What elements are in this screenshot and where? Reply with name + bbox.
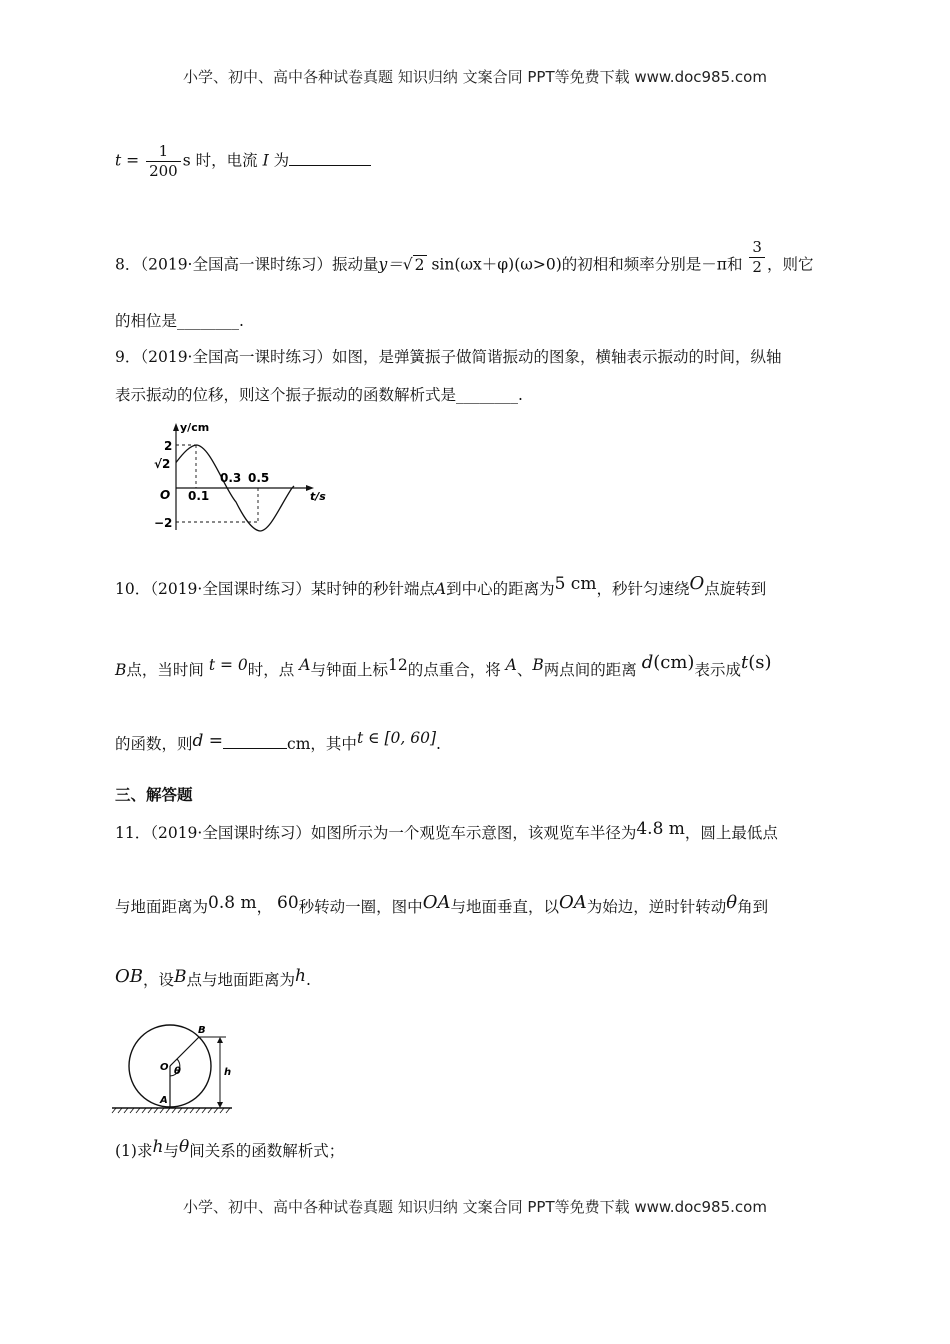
q10-line1	[115, 573, 767, 600]
q11-stem-h: ，设	[142, 971, 174, 989]
wheel-label-theta: θ	[174, 1066, 181, 1077]
q11-stem-g: 角到	[737, 898, 769, 916]
q10-stem-e: 点，当时间	[126, 661, 204, 679]
q11-sixty: 60	[277, 893, 299, 913]
q10-point-A3: A	[505, 656, 517, 674]
q7-tail	[115, 142, 371, 181]
q10-stem-f: 时，点	[247, 661, 295, 679]
q11-stem-e: 与地面垂直，以	[450, 898, 559, 916]
q11-line2	[115, 892, 769, 918]
q8-line1	[115, 238, 814, 285]
q10-d: d	[641, 652, 654, 673]
q10-cm: (cm)	[653, 652, 695, 673]
q10-t-in: t ∈ [0, 60]	[356, 729, 437, 747]
q8-sqrt-arg: 2	[414, 255, 425, 274]
ferris-wheel-figure	[108, 1020, 243, 1115]
q10-t0: t = 0	[208, 656, 248, 674]
wheel-label-h: h	[224, 1067, 232, 1078]
q8-fraction	[749, 238, 765, 277]
wheel-label-O: O	[160, 1062, 169, 1073]
oscillation-graph	[140, 418, 340, 536]
q11-sub1-a: (1)求	[115, 1142, 153, 1160]
q10-sep: 、	[516, 661, 533, 679]
q10-s: (s)	[748, 652, 772, 673]
ground-hatching	[112, 1108, 230, 1113]
q10-stem-k: 的函数，则	[115, 735, 193, 753]
q11-sub1-c: 间关系的函数解析式；	[189, 1142, 345, 1160]
q8-stem-b: 的初相和频率分别是－π和	[561, 255, 743, 274]
q10-twelve: 12	[387, 656, 408, 674]
q10-stem-l: cm，其中	[287, 735, 357, 753]
q11-stem-a: 11．（2019·全国课时练习）如图所示为一个观览车示意图，该观览车半径为	[115, 824, 637, 842]
q10-t-s	[741, 652, 772, 673]
q7-I: I	[262, 151, 269, 170]
q11-radius: 4.8 m	[636, 819, 685, 839]
q11-sub1-b: 与	[163, 1142, 179, 1160]
q11-sub1-h: h	[152, 1137, 164, 1157]
q10-dot: .	[436, 735, 441, 753]
wheel-label-A: A	[160, 1095, 168, 1106]
q11-stem-f: 为始边，逆时针转动	[586, 898, 727, 916]
q10-answer-blank	[223, 733, 287, 749]
q10-stem-i: 两点间的距离	[543, 661, 637, 679]
q11-theta: θ	[726, 892, 738, 913]
page-header: 小学、初中、高中各种试卷真题 知识归纳 文案合同 PPT等免费下载 www.doc985.com	[183, 68, 767, 86]
page-footer: 小学、初中、高中各种试卷真题 知识归纳 文案合同 PPT等免费下载 www.doc985.com	[183, 1198, 767, 1216]
q11-stem-i: 点与地面距离为	[186, 971, 296, 989]
wheel-h-arrow-up	[217, 1037, 223, 1043]
q8-stem: 8．（2019·全国高一课时练习）振动量	[115, 255, 379, 274]
graph-y-arrow	[173, 423, 179, 431]
q11-ground: 0.8 m	[208, 893, 257, 913]
q11-B: B	[174, 967, 187, 987]
graph-tick-0.5: 0.5	[248, 471, 270, 485]
q11-h: h	[295, 966, 306, 986]
q10-stem-g: 与钟面上标	[310, 661, 388, 679]
q11-line3	[115, 966, 311, 991]
q10-stem-b: 到中心的距离为	[446, 580, 555, 598]
wheel-OB	[170, 1037, 199, 1066]
q10-stem-j: 表示成	[694, 661, 741, 679]
q7-text1: 时，电流	[195, 151, 258, 170]
q10-point-O: O	[689, 573, 705, 594]
wheel-h-arrow-down	[217, 1102, 223, 1108]
q9-line2: 表示振动的位移，则这个振子振动的函数解析式是________.	[115, 386, 523, 404]
q11-stem-j: .	[305, 971, 311, 989]
graph-tick-0.3: 0.3	[220, 471, 242, 485]
q10-stem-a: 10．（2019·全国课时练习）某时钟的秒针端点	[115, 580, 435, 598]
q10-point-B2: B	[532, 656, 544, 674]
q8-sqrt: √ 2	[402, 255, 425, 274]
q8-frac-den: 2	[752, 258, 762, 276]
q10-stem-h: 的点重合，将	[407, 661, 501, 679]
q10-dist: 5 cm	[554, 574, 597, 594]
q7-frac-den: 200	[149, 162, 178, 180]
q8-stem-c: ，则它	[766, 255, 814, 274]
graph-y-label: y/cm	[180, 421, 210, 434]
q10-point-A2: A	[299, 656, 311, 674]
wheel-label-B: B	[198, 1025, 206, 1036]
graph-tick-neg2: −2	[154, 516, 173, 530]
q7-text2: 为	[273, 151, 290, 170]
q9-line1: 9．（2019·全国高一课时练习）如图，是弹簧振子做简谐振动的图象，横轴表示振动的时间，纵轴	[115, 348, 782, 366]
q10-line2	[115, 652, 772, 681]
q10-d-eq: d =	[192, 731, 224, 751]
graph-tick-0.1: 0.1	[188, 489, 210, 503]
section-heading: 三、解答题	[115, 786, 193, 804]
graph-origin: O	[160, 488, 171, 502]
q11-OA2: OA	[558, 892, 587, 913]
graph-tick-sqrt2: √2	[154, 457, 171, 471]
q11-stem-b: ，圆上最低点	[684, 824, 778, 842]
q10-line3	[115, 729, 441, 755]
q7-t: t =	[115, 151, 140, 170]
q11-OA: OA	[422, 892, 451, 913]
q10-stem-d: 点旋转到	[704, 580, 767, 598]
graph-tick-2: 2	[164, 439, 173, 453]
q10-t: t	[740, 652, 749, 673]
q7-unit: s	[182, 151, 191, 170]
graph-t-label: t/s	[310, 490, 326, 503]
q8-line2: 的相位是________.	[115, 312, 244, 330]
q11-OB: OB	[115, 966, 143, 987]
q11-stem-c: 与地面距离为	[115, 898, 209, 916]
q10-point-A: A	[434, 580, 447, 598]
q8-formula-y: y＝	[378, 255, 403, 274]
q11-comma: ，	[256, 898, 273, 916]
q11-line1	[115, 819, 778, 844]
q7-answer-blank	[289, 150, 371, 166]
q7-fraction	[146, 142, 181, 181]
q7-frac-num: 1	[146, 142, 181, 162]
q10-stem-c: ，秒针匀速绕	[596, 580, 690, 598]
q8-frac-num: 3	[749, 238, 765, 258]
q10-point-B: B	[115, 661, 127, 679]
q10-d-cm	[642, 652, 695, 673]
q11-sub1-theta: θ	[178, 1137, 190, 1157]
q11-sub1	[115, 1137, 345, 1162]
q11-stem-d: 秒转动一圈，图中	[298, 898, 423, 916]
q8-formula-sin: sin(ωx＋φ)(ω>0)	[431, 255, 562, 274]
